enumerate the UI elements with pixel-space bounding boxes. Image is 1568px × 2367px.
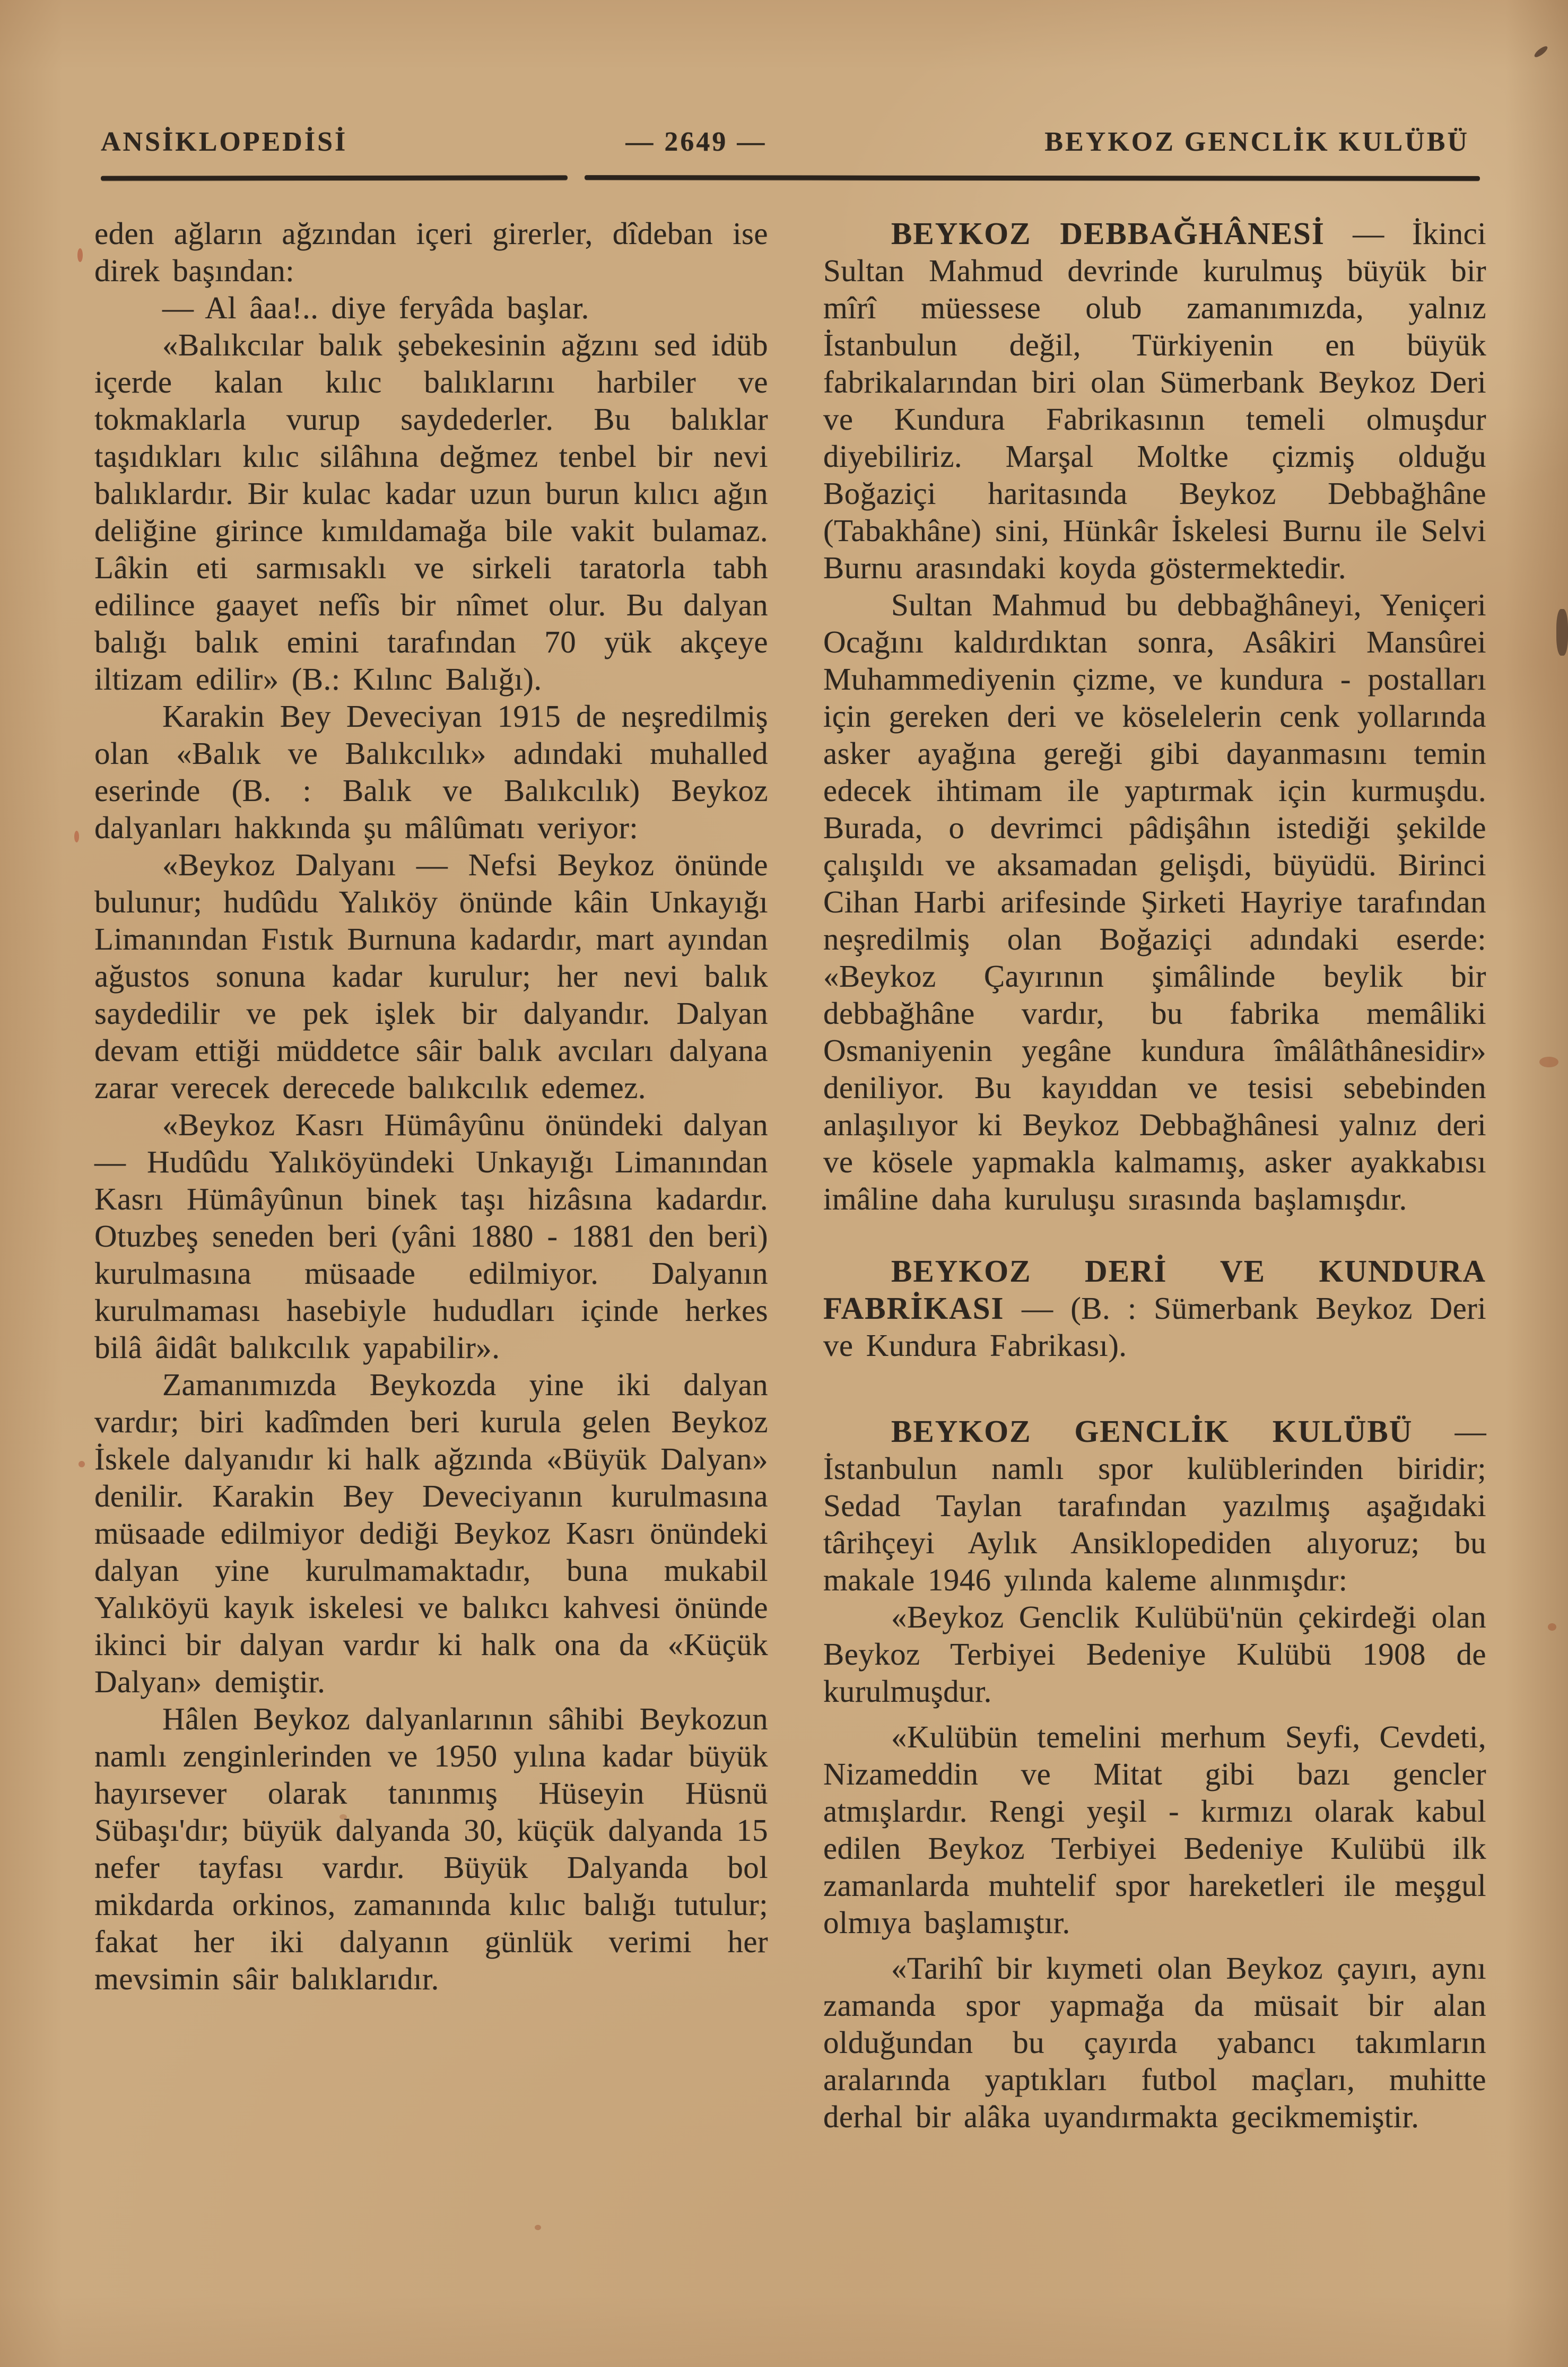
divider-segment-left (101, 175, 568, 180)
text-run: Zamanımızda Beykozda yine iki dalyan vardır; biri kadîmden beri kurula gelen Beykoz İskele dalyanıdır ki halk ağzında «Büyük Dalyan» denilir. Karakin Bey Deveciyanın kurulmasına müsaade edilmiyor dediği Beykoz Kasrı önündeki dalyan yine kurulmamaktadır, buna mukabil Yalıköyü kayık iskelesi ve balıkcı kahvesi önünde ikinci bir dalyan vardır ki halk ona da «Küçük Dalyan» demiştir. (94, 1367, 768, 1699)
left-column (94, 215, 768, 2135)
entry-paragraph (823, 1413, 1486, 1598)
entry-paragraph (823, 215, 1486, 586)
paper-speck (1539, 1057, 1558, 1067)
text-run: — İstanbulun namlı spor kulüblerinden biridir; Sedad Taylan tarafından yazılmış aşağıdaki târihçeyi Aylık Ansiklopediden alıyoruz; bu makale 1946 yılında kaleme alınmışdır: (823, 1414, 1486, 1597)
right-column (823, 215, 1486, 2135)
entry-paragraph (823, 1252, 1486, 1364)
paper-speck (1548, 1623, 1556, 1631)
body-paragraph (823, 586, 1486, 1217)
text-run: «Beykoz Genclik Kulübü'nün çekirdeği olan Beykoz Terbiyei Bedeniye Kulübü 1908 de kurulmuşdur. (823, 1599, 1486, 1709)
quote-paragraph (823, 1718, 1486, 1941)
paper-speck (79, 1461, 85, 1467)
text-run: «Beykoz Kasrı Hümâyûnu önündeki dalyan — Hudûdu Yalıköyündeki Unkayığı Limanından Kasrı Hümâyûnun binek taşı hizâsına kadardır. Otuzbeş seneden beri (yâni 1880 - 1881 den beri) kurulmasına müsaade edilmiyor. Dalyanın kurulmaması hasebiyle hududları içinde herkes bilâ âidât balıkcılık yapabilir». (94, 1107, 768, 1365)
paper-speck (1336, 372, 1340, 377)
text-run: — (B. : Sümerbank Beykoz Deri ve Kundura Fabrikası). (823, 1291, 1486, 1363)
text-run: Hâlen Beykoz dalyanlarının sâhibi Beykozun namlı zenginlerinden ve 1950 yılına kadar büyük hayırsever olarak tanınmış Hüseyin Hüsnü Sübaşı'dır; büyük dalyanda 30, küçük dalyanda 15 nefer tayfası vardır. Büyük Dalyanda bol mikdarda orkinos, zamanında kılıc balığı tutulur; fakat her iki dalyanın günlük verimi her mevsimin sâir balıklarıdır. (94, 1701, 768, 1996)
body-paragraph (94, 1700, 768, 1997)
dialogue-line (94, 289, 768, 326)
entry-heading: BEYKOZ DEBBAĞHÂNESİ (891, 216, 1325, 251)
text-run: «Tarihî bir kıymeti olan Beykoz çayırı, aynı zamanda spor yapmağa da müsait bir alan olduğundan bu çayırda yabancı takımların aralarında yaptıkları futbol maçları, muhitte derhal bir alâka uyandırmakta gecikmemiştir. (823, 1951, 1486, 2134)
divider-segment-right (585, 175, 1480, 181)
header-page-number: — 2649 — (625, 127, 767, 157)
article-text (94, 215, 1486, 2135)
text-run: Sultan Mahmud bu debbağhâneyi, Yeniçeri Ocağını kaldırdıktan sonra, Asâkiri Mansûrei Muhammediyenin çizme, ve kundura - postalları için gereken deri ve köselelerin cenk yollarında asker ayağına gereği gibi dayanmasını temin edecek ihtimam ile yaptırmak için kurmuşdu. Burada, o devrimci pâdişâhın istediği şekilde çalışıldı ve aksamadan gelişdi, büyüdü. Birinci Cihan Harbi arifesinde Şirketi Hayriye tarafından neşredilmiş olan Boğaziçi adındaki eserde: «Beykoz Çayırının şimâlinde beylik bir debbağhâne vardır, bu fabrika memâliki Osmaniyenin yegâne kundura îmâlâthânesidir» deniliyor. Bu kayıddan ve tesisi sebebinden anlaşılıyor ki Beykoz Debbağhânesi yalnız deri ve kösele yapmakla kalmamış, asker ayakkabısı imâline daha kuruluşu sırasında başlamışdır. (823, 587, 1486, 1216)
text-run: eden ağların ağzından içeri girerler, dîdeban ise direk başından: (94, 216, 768, 288)
body-paragraph (94, 698, 768, 846)
paper-speck (339, 1814, 347, 1820)
paper-speck (74, 831, 79, 842)
paper-speck (1300, 2072, 1305, 2076)
running-header (101, 126, 1469, 158)
text-run: Karakin Bey Deveciyan 1915 de neşredilmiş olan «Balık ve Balıkcılık» adındaki muhalled eserinde (B. : Balık ve Balıkcılık) Beykoz dalyanları hakkında şu mâlûmatı veriyor: (94, 699, 768, 845)
paper-speck (1432, 1263, 1438, 1267)
text-run: «Beykoz Dalyanı — Nefsi Beykoz önünde bulunur; hudûdu Yalıköy önünde kâin Unkayığı Limanından Fıstık Burnuna kadardır, mart ayından ağustos sonuna kadar kurulur; her nevi balık saydedilir ve pek işlek bir dalyandır. Dalyan devam ettiği müddetce sâir balık avcıları dalyana zarar verecek derecede balıkcılık edemez. (94, 847, 768, 1105)
paper-speck (1533, 45, 1549, 59)
header-right-title: BEYKOZ GENCLİK KULÜBÜ (1044, 127, 1469, 157)
paper-speck (1556, 609, 1568, 656)
quote-paragraph (94, 846, 768, 1106)
paper-speck (77, 248, 83, 262)
paper-speck (535, 2225, 541, 2230)
header-left-title: ANSİKLOPEDİSİ (101, 127, 348, 157)
header-divider (101, 176, 1480, 181)
text-run: — İkinci Sultan Mahmud devrinde kurulmuş büyük bir mîrî müessese olub zamanımızda, yalnız İstanbulun değil, Türkiyenin en büyük fabrikalarından biri olan Sümerbank Beykoz Deri ve Kundura Fabrikasının temeli olmuşdur diyebiliriz. Marşal Moltke çizmiş olduğu Boğaziçi haritasında Beykoz Debbağhâne (Tabakhâne) sini, Hünkâr İskelesi Burnu ile Selvi Burnu arasındaki koyda göstermektedir. (823, 216, 1486, 585)
entry-heading: BEYKOZ DERİ VE KUNDURA FABRİKASI (823, 1254, 1486, 1326)
text-run: «Balıkcılar balık şebekesinin ağzını sed idüb içerde kalan kılıc balıklarını harbiler ve tokmaklarla vurup saydederler. Bu balıklar taşıdıkları kılıc silâhına değmez tenbel bir nevi balıklardır. Bir kulac kadar uzun burun kılıcı ağın deliğine girince kımıldamağa bile vakit bulamaz. Lâkin eti sarmısaklı ve sirkeli taratorla tabh edilince gaayet nefîs bir nîmet olur. Bu dalyan balığı balık emini tarafından 70 yük akçeye iltizam edilir» (B.: Kılınc Balığı). (94, 327, 768, 697)
quote-paragraph (94, 1106, 768, 1366)
quote-paragraph (823, 1598, 1486, 1710)
quote-paragraph (823, 1950, 1486, 2135)
text-run: «Kulübün temelini merhum Seyfi, Cevdeti, Nizameddin ve Mitat gibi bazı gencler atmışlardır. Rengi yeşil - kırmızı olarak kabul edilen Beykoz Terbiyei Bedeniye Kulübü ilk zamanlarda muhtelif spor hareketleri ile meşgul olmıya başlamıştır. (823, 1719, 1486, 1940)
body-paragraph (94, 1366, 768, 1700)
text-run: — Al âaa!.. diye feryâda başlar. (162, 290, 589, 325)
quote-paragraph (94, 326, 768, 698)
continuation-paragraph (94, 215, 768, 289)
entry-heading: BEYKOZ GENCLİK KULÜBÜ (891, 1414, 1413, 1449)
